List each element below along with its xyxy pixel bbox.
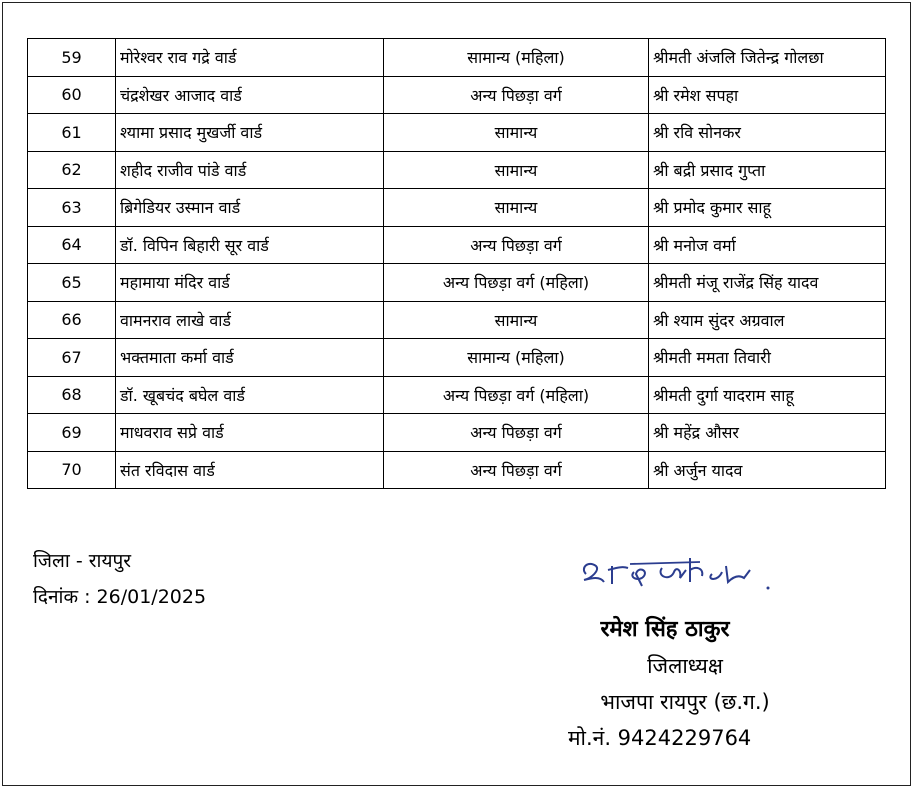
ward-name: संत रविदास वार्ड [116, 451, 384, 489]
date-label: दिनांक : 26/01/2025 [33, 586, 207, 608]
signer-name: रमेश सिंह ठाकुर [600, 617, 730, 642]
table-row [28, 76, 886, 114]
reservation-category: सामान्य (महिला) [384, 39, 649, 77]
reservation-category: अन्य पिछड़ा वर्ग [384, 226, 649, 264]
reservation-category: सामान्य (महिला) [384, 339, 649, 377]
table-row [28, 39, 886, 77]
table-row [28, 264, 886, 302]
ward-name: चंद्रशेखर आजाद वार्ड [116, 76, 384, 114]
table-row [28, 301, 886, 339]
ward-number: 60 [28, 76, 116, 114]
candidate-name: श्री रवि सोनकर [649, 114, 886, 152]
ward-name: डॉ. विपिन बिहारी सूर वार्ड [116, 226, 384, 264]
candidate-name: श्रीमती ममता तिवारी [649, 339, 886, 377]
table-row [28, 189, 886, 227]
ward-number: 63 [28, 189, 116, 227]
table-row [28, 414, 886, 452]
ward-number: 66 [28, 301, 116, 339]
table-row [28, 339, 886, 377]
district-label: जिला - रायपुर [33, 550, 132, 572]
table-row [28, 226, 886, 264]
signer-designation: जिलाध्यक्ष [647, 654, 723, 678]
reservation-category: सामान्य [384, 151, 649, 189]
handwritten-signature [578, 548, 778, 600]
candidate-name: श्री महेंद्र औसर [649, 414, 886, 452]
ward-number: 67 [28, 339, 116, 377]
reservation-category: सामान्य [384, 189, 649, 227]
ward-number: 59 [28, 39, 116, 77]
candidate-name: श्री मनोज वर्मा [649, 226, 886, 264]
ward-number: 62 [28, 151, 116, 189]
reservation-category: अन्य पिछड़ा वर्ग [384, 414, 649, 452]
candidate-name: श्री अर्जुन यादव [649, 451, 886, 489]
ward-number: 65 [28, 264, 116, 302]
reservation-category: सामान्य [384, 114, 649, 152]
signer-block [540, 612, 830, 756]
ward-candidate-table [27, 38, 886, 489]
signer-phone: मो.नं. 9424229764 [568, 726, 752, 750]
ward-name: डॉ. खूबचंद बघेल वार्ड [116, 376, 384, 414]
reservation-category: अन्य पिछड़ा वर्ग (महिला) [384, 376, 649, 414]
table-row [28, 376, 886, 414]
reservation-category: अन्य पिछड़ा वर्ग (महिला) [384, 264, 649, 302]
candidate-name: श्री रमेश सपहा [649, 76, 886, 114]
ward-number: 69 [28, 414, 116, 452]
candidate-name: श्री श्याम सुंदर अग्रवाल [649, 301, 886, 339]
ward-name: माधवराव सप्रे वार्ड [116, 414, 384, 452]
candidate-name: श्री प्रमोद कुमार साहू [649, 189, 886, 227]
ward-name: भक्तमाता कर्मा वार्ड [116, 339, 384, 377]
signer-organization: भाजपा रायपुर (छ.ग.) [600, 690, 770, 714]
ward-name: मोरेश्वर राव गद्रे वार्ड [116, 39, 384, 77]
reservation-category: अन्य पिछड़ा वर्ग [384, 451, 649, 489]
ward-name: महामाया मंदिर वार्ड [116, 264, 384, 302]
footer-info [33, 543, 206, 615]
ward-number: 68 [28, 376, 116, 414]
ward-name: वामनराव लाखे वार्ड [116, 301, 384, 339]
candidate-name: श्रीमती मंजू राजेंद्र सिंह यादव [649, 264, 886, 302]
ward-number: 61 [28, 114, 116, 152]
ward-number: 70 [28, 451, 116, 489]
candidate-name: श्रीमती दुर्गा यादराम साहू [649, 376, 886, 414]
reservation-category: अन्य पिछड़ा वर्ग [384, 76, 649, 114]
table-row [28, 451, 886, 489]
ward-number: 64 [28, 226, 116, 264]
ward-name: शहीद राजीव पांडे वार्ड [116, 151, 384, 189]
ward-name: ब्रिगेडियर उस्मान वार्ड [116, 189, 384, 227]
table-row [28, 114, 886, 152]
candidate-name: श्रीमती अंजलि जितेन्द्र गोलछा [649, 39, 886, 77]
table-row [28, 151, 886, 189]
ward-table-body [28, 39, 886, 489]
reservation-category: सामान्य [384, 301, 649, 339]
candidate-name: श्री बद्री प्रसाद गुप्ता [649, 151, 886, 189]
ward-name: श्यामा प्रसाद मुखर्जी वार्ड [116, 114, 384, 152]
